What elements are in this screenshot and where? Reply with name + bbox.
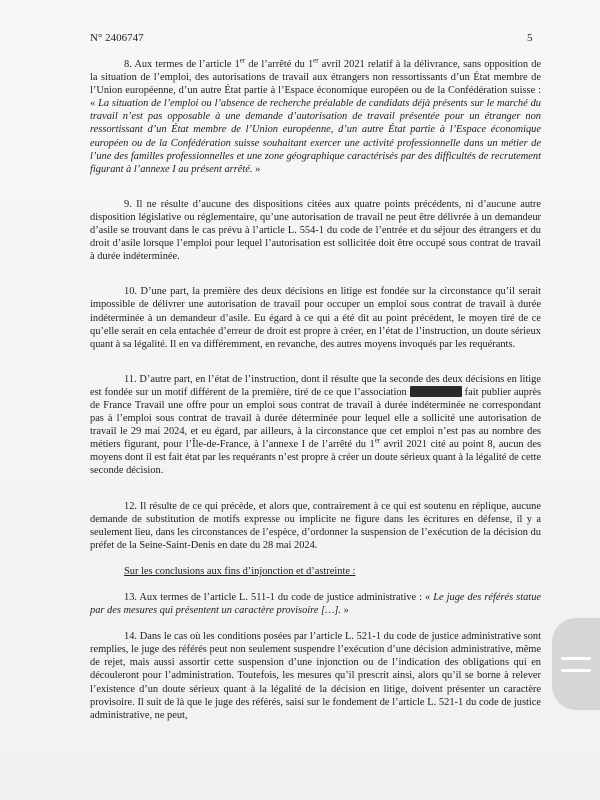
quote-arrete: La situation de l’emploi ou l’absence de recherche préalable de candidats déjà présents sur le marché du travail n’est pas opposable à une demande d’autorisation de travail présentée pour un étranger non ressortissant d’un État membre de l’Union européenne, d’un autre État partie à l’Espace économique européen ou de la Confédération suisse souhaitant exercer une activité professionnelle dans un métier de l’une des familles professionnelles et une zone géographique caractérisés par des difficultés de recrutement figurant à l’annexe I au présent arrêté. xyxy=(90,98,541,175)
redaction-block xyxy=(410,386,462,397)
paragraph-14: 14. Dans le cas où les conditions posées par l’article L. 521-1 du code de justice administrative sont remplies, le juge des référés peut non seulement suspendre l’exécution d’une décision administrative, même de rejet, mais aussi assortir cette suspension d’une injonction ou de l’indication des obligations qui en découleront pour l’administration. Toutefois, les mesures qu’il prescrit ainsi, alors qu’il se borne à relever l’existence d’un doute sérieux quant à la légalité de la décision en litige, doivent présenter un caractère provisoire. Il suit de là que le juge des référés, saisi sur le fondement de l’article L. 521-1 du code de justice administrative, ne peut, xyxy=(90,631,541,721)
paragraph-8: 8. Aux termes de l’article 1er de l’arrêté du 1er avril 2021 relatif à la délivrance, sans opposition de la situation de l’emploi, des autorisations de travail aux étrangers non ressortissants d’un État membre de l’Union européenne, d’un autre État partie à l’Espace économique européen ou de la Confédération suisse : « La situation de l’emploi ou l’absence de recherche préalable de candidats déjà présents sur le marché du travail n’est pas opposable à une demande d’autorisation de travail présentée pour un étranger non ressortissant d’un État membre de l’Union européenne, d’un autre État partie à l’Espace économique européen ou de la Confédération suisse souhaitant exercer une activité professionnelle dans un métier de l’une des familles professionnelles et une zone géographique caractérisés par des difficultés de recrutement figurant à l’annexe I au présent arrêté. » xyxy=(90,56,542,175)
paragraph-9: 9. Il ne résulte d’aucune des dispositions citées aux quatre points précédents, ni d’aucune autre disposition législative ou réglementaire, qu’une autorisation de travail ne peut être délivrée à un demandeur d’asile se trouvant dans le cas prévu à l’article L. 554-1 du code de l’entrée et du séjour des étrangers et du droit d’asile lorsque l’emploi pour lequel l’autorisation est sollicitée doit être occupé sous contrat de travail à durée indéterminée. xyxy=(90,198,541,263)
paragraph-11: 11. D’autre part, en l’état de l’instruction, dont il résulte que la seconde des deux décisions en litige est fondée sur un motif différent de la première, tiré de ce que l’association fait publier auprès de France Travail une offre pour un emploi sous contrat de travail à durée indéterminée ne correspondant pas à l’emploi sous contrat de travail à durée déterminée pour lequel elle a sollicité une autorisation de travail le 29 mai 2024, et eu égard, par ailleurs, à la circonstance que cet emploi n’est pas au nombre des métiers figurant, pour l’Île-de-France, à l’annexe I de l’arrêté du 1er avril 2021 cité au point 8, aucun des moyens dont il est fait état par les requérants n’est propre à créer un doute sérieux quant à la légalité de cette seconde décision. xyxy=(90,373,541,477)
paragraph-12: 12. Il résulte de ce qui précède, et alors que, contrairement à ce qui est soutenu en réplique, aucune demande de substitution de motifs expresse ou implicite ne figure dans les écritures en défense, il y a seulement lieu, dans les circonstances de l’espèce, d’ordonner la suspension de l’exécution de la décision du préfet de la Seine-Saint-Denis en date du 28 mai 2024. xyxy=(90,500,541,551)
menu-line xyxy=(561,657,591,660)
case-number: N° 2406747 xyxy=(90,32,144,44)
paragraph-13: 13. Aux termes de l’article L. 511-1 du code de justice administrative : « Le juge des référés statue par des mesures qui présentent un caractère provisoire […]. » xyxy=(90,592,541,617)
document-body xyxy=(90,58,541,735)
paragraph-10: 10. D’une part, la première des deux décisions en litige est fondée sur la circonstance qu’il serait impossible de délivrer une autorisation de travail pour occuper un emploi sous contrat de travail à durée indéterminée à un demandeur d’asile. Eu égard à ce qui a été dit au point précédent, le moyen tiré de ce qu’elle serait en cela entachée d’erreur de droit est propre à créer, en l’état de l’instruction, un doute sérieux quant à sa légalité. Il en va différemment, en revanche, des autres moyens invoqués par les requérants. xyxy=(90,286,541,350)
page-number: 5 xyxy=(527,32,533,44)
section-heading: Sur les conclusions aux fins d’injonction et d’astreinte : xyxy=(124,565,356,577)
menu-lines-icon[interactable] xyxy=(552,618,600,710)
menu-line xyxy=(561,669,591,672)
quote-cja: Le juge des référés statue par des mesures qui présentent un caractère provisoire […]. xyxy=(90,592,541,617)
